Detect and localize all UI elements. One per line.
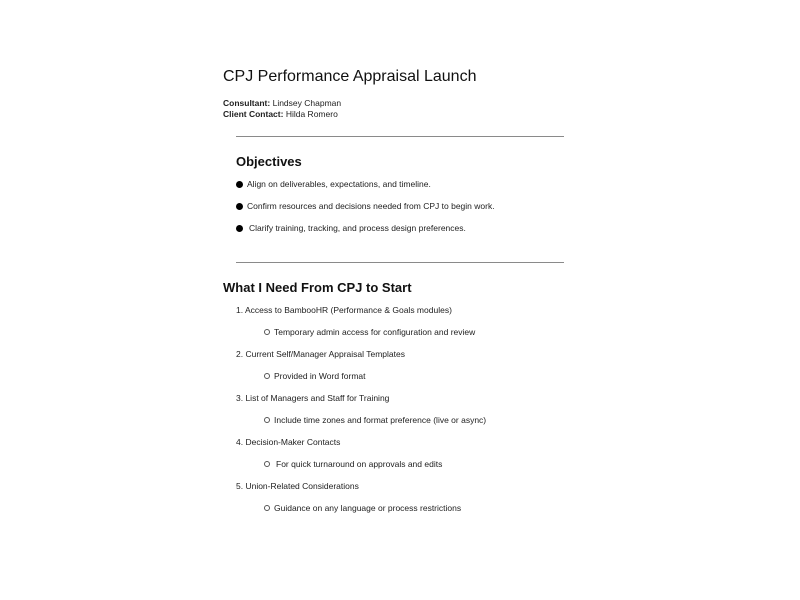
divider bbox=[236, 136, 564, 137]
need-subitem-text: For quick turnaround on approvals and edits bbox=[276, 459, 443, 469]
need-subitem-text: Guidance on any language or process restrictions bbox=[274, 503, 462, 513]
objective-item bbox=[236, 223, 466, 233]
need-item: 3. List of Managers and Staff for Training bbox=[236, 393, 390, 403]
objectives-heading: Objectives bbox=[236, 154, 302, 169]
divider bbox=[236, 262, 564, 263]
objective-item bbox=[236, 179, 431, 189]
bullet-icon bbox=[236, 181, 243, 188]
bullet-icon bbox=[236, 203, 243, 210]
objective-text: Confirm resources and decisions needed from CPJ to begin work. bbox=[247, 201, 495, 211]
need-item: 4. Decision-Maker Contacts bbox=[236, 437, 341, 447]
objective-text: Clarify training, tracking, and process design preferences. bbox=[249, 223, 466, 233]
client-contact-label: Client Contact: bbox=[223, 109, 284, 119]
hollow-bullet-icon bbox=[264, 373, 270, 379]
client-contact-name: Hilda Romero bbox=[285, 109, 338, 119]
client-contact-line bbox=[223, 109, 338, 119]
objective-item bbox=[236, 201, 495, 211]
need-subitem bbox=[264, 503, 461, 513]
need-item: 1. Access to BambooHR (Performance & Goals modules) bbox=[236, 305, 452, 315]
consultant-line bbox=[223, 98, 341, 108]
document-title: CPJ Performance Appraisal Launch bbox=[223, 68, 477, 85]
hollow-bullet-icon bbox=[264, 417, 270, 423]
need-subitem-text: Provided in Word format bbox=[274, 371, 366, 381]
consultant-label: Consultant: bbox=[223, 98, 271, 108]
need-subitem-text: Include time zones and format preference (live or async) bbox=[274, 415, 487, 425]
consultant-name: Lindsey Chapman bbox=[272, 98, 342, 108]
need-subitem bbox=[264, 459, 442, 469]
hollow-bullet-icon bbox=[264, 461, 270, 467]
bullet-icon bbox=[236, 225, 243, 232]
need-item: 2. Current Self/Manager Appraisal Templates bbox=[236, 349, 405, 359]
needs-heading: What I Need From CPJ to Start bbox=[223, 280, 412, 295]
need-subitem-text: Temporary admin access for configuration and review bbox=[274, 327, 476, 337]
need-item: 5. Union-Related Considerations bbox=[236, 481, 359, 491]
need-subitem bbox=[264, 327, 475, 337]
hollow-bullet-icon bbox=[264, 505, 270, 511]
objective-text: Align on deliverables, expectations, and timeline. bbox=[247, 179, 431, 189]
hollow-bullet-icon bbox=[264, 329, 270, 335]
need-subitem bbox=[264, 415, 486, 425]
need-subitem bbox=[264, 371, 366, 381]
